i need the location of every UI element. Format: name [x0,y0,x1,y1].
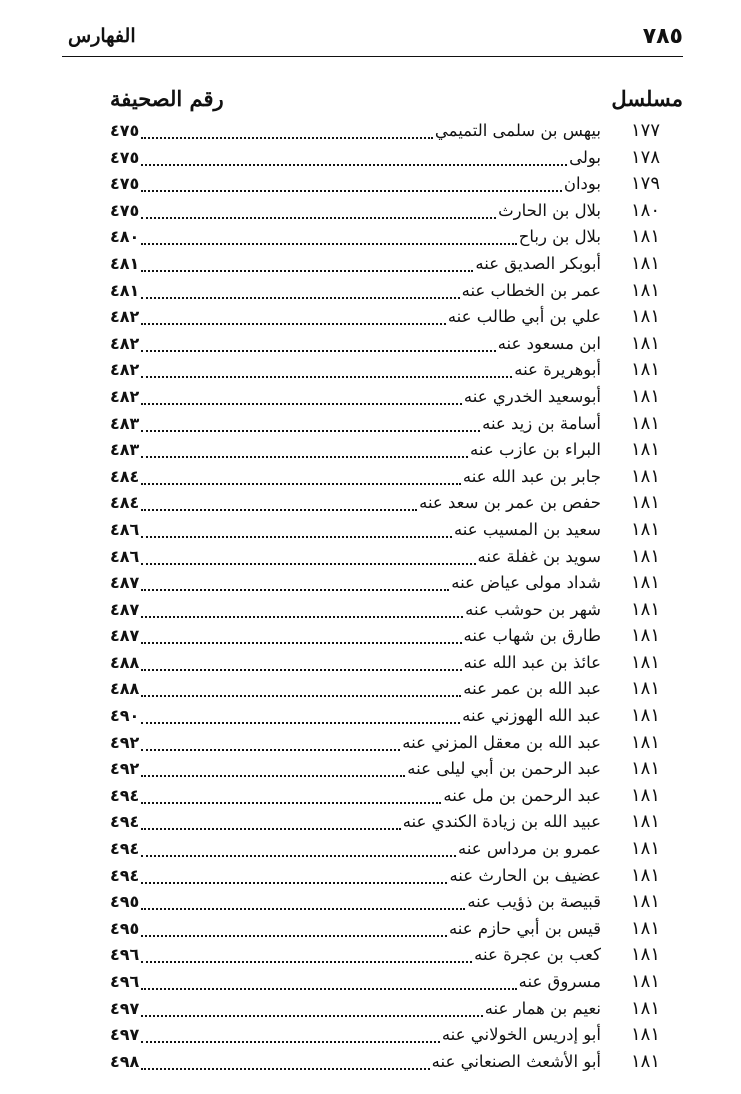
serial-column-header: مسلسل [611,86,683,111]
entry-line [110,171,601,197]
dot-leader [141,509,417,511]
entry-line [110,676,601,702]
entry-name: عبيد الله بن زيادة الكندي عنه [402,812,601,832]
entry-line [110,118,601,144]
entry-line [110,996,601,1022]
list-item [0,145,741,172]
serial-number: ١٨١ [631,385,661,407]
list-item [0,411,741,438]
list-item [0,942,741,969]
serial-number: ١٨١ [631,1024,661,1046]
entry-line [110,517,601,543]
entry-name: بولى [569,147,601,167]
dot-leader [141,722,460,724]
entry-page-number: ٤٩٥ [110,918,140,938]
list-item [0,251,741,278]
entry-name: قبيصة بن ذؤيب عنه [467,892,601,912]
entry-name: حفص بن عمر بن سعد عنه [419,493,601,513]
entry-line [110,570,601,596]
list-item [0,756,741,783]
dot-leader [141,935,447,937]
entry-page-number: ٤٨٠ [110,227,140,247]
entry-name: جابر بن عبد الله عنه [462,466,601,486]
entry-name: عبد الله الهوزني عنه [462,706,601,726]
entry-page-number: ٤٨٢ [110,386,140,406]
list-item [0,278,741,305]
dot-leader [141,1041,440,1043]
entry-line [110,331,601,357]
entry-line [110,437,601,463]
serial-number: ١٨١ [631,864,661,886]
entry-name: أبوبكر الصديق عنه [475,253,601,273]
entry-name: علي بن أبي طالب عنه [447,307,601,327]
entry-page-number: ٤٨٢ [110,360,140,380]
entry-name: عبد الله بن معقل المزني عنه [402,732,601,752]
entry-name: كعب بن عجرة عنه [474,945,601,965]
entry-page-number: ٤٨٨ [110,652,140,672]
index-list [0,118,741,1075]
page-column-header: رقم الصحيفة [110,86,224,111]
entry-name: عضيف بن الحارث عنه [449,865,601,885]
entry-name: مسروق عنه [518,972,601,991]
dot-leader [141,217,496,219]
entry-page-number: ٤٧٥ [110,174,140,194]
serial-number: ١٨١ [631,838,661,860]
entry-page-number: ٤٩٦ [110,945,140,965]
serial-number: ١٨١ [631,971,661,992]
list-item [0,171,741,198]
dot-leader [141,1068,429,1070]
entry-line [110,836,601,862]
dot-leader [141,775,405,777]
entry-page-number: ٤٨٤ [110,493,140,513]
entry-page-number: ٤٨٨ [110,679,140,699]
dot-leader [141,376,512,378]
entry-name: عبد الرحمن بن مل عنه [443,785,601,805]
list-item [0,357,741,384]
serial-number: ١٧٨ [631,146,661,168]
entry-page-number: ٤٨٧ [110,626,140,646]
serial-number: ١٨١ [631,252,661,274]
entry-line [110,464,601,490]
serial-number: ١٨١ [631,891,661,913]
list-item [0,464,741,491]
dot-leader [141,589,449,591]
entry-page-number: ٤٩٠ [110,706,140,726]
entry-name: أبوسعيد الخدري عنه [463,386,601,406]
list-item [0,863,741,890]
serial-number: ١٨١ [631,545,661,567]
list-item [0,1022,741,1049]
serial-number: ١٨١ [631,598,661,620]
entry-line [110,357,601,383]
entry-page-number: ٤٨٦ [110,519,140,539]
entry-page-number: ٤٧٥ [110,200,140,220]
dot-leader [141,536,452,538]
dot-leader [141,642,461,644]
entry-line [110,863,601,889]
dot-leader [141,350,495,352]
dot-leader [141,669,461,671]
page-header [62,22,683,57]
entry-line [110,224,601,250]
serial-number: ١٨١ [631,279,661,301]
entry-page-number: ٤٨١ [110,253,140,273]
entry-page-number: ٤٨٢ [110,333,140,353]
serial-number: ١٨١ [631,705,661,727]
list-item [0,650,741,677]
entry-line [110,304,601,330]
entry-name: أبوهريرة عنه [514,360,601,380]
entry-line [110,809,601,835]
serial-number: ١٨١ [631,731,661,753]
dot-leader [141,908,465,910]
dot-leader [141,483,461,485]
dot-leader [141,403,462,405]
list-item [0,889,741,916]
entry-line [110,730,601,756]
entry-page-number: ٤٩٧ [110,998,140,1018]
entry-name: بيهس بن سلمى التميمي [434,121,601,140]
entry-line [110,916,601,942]
dot-leader [141,616,463,618]
entry-line [110,251,601,277]
list-item [0,623,741,650]
list-item [0,198,741,225]
entry-line [110,756,601,782]
entry-line [110,623,601,649]
serial-number: ١٨١ [631,811,661,833]
dot-leader [141,270,473,272]
serial-number: ١٨١ [631,518,661,540]
list-item [0,224,741,251]
entry-page-number: ٤٩٢ [110,759,140,779]
serial-number: ١٨١ [631,651,661,673]
dot-leader [141,695,461,697]
dot-leader [141,297,459,299]
serial-number: ١٨١ [631,572,661,594]
entry-name: طارق بن شهاب عنه [463,626,601,646]
dot-leader [141,855,456,857]
entry-page-number: ٤٨٣ [110,413,140,433]
list-item [0,437,741,464]
dot-leader [141,1015,482,1017]
dot-leader [141,456,468,458]
serial-number: ١٨١ [631,1050,661,1072]
entry-page-number: ٤٨٧ [110,573,140,593]
entry-name: شهر بن حوشب عنه [465,599,601,619]
entry-page-number: ٤٧٥ [110,121,140,140]
list-item [0,783,741,810]
entry-page-number: ٤٩٤ [110,839,140,859]
dot-leader [141,802,441,804]
entry-page-number: ٤٨٤ [110,466,140,486]
entry-name: بودان [563,174,601,194]
column-headers [62,86,683,116]
serial-number: ١٨١ [631,439,661,461]
entry-name: بلال بن الحارث [498,200,601,220]
entry-name: عبد الله بن عمر عنه [463,679,601,699]
entry-name: سويد بن غفلة عنه [477,546,601,566]
dot-leader [141,323,446,325]
entry-name: عمرو بن مرداس عنه [457,839,601,859]
serial-number: ١٨١ [631,917,661,939]
list-item [0,969,741,996]
serial-number: ١٧٩ [631,173,661,195]
dot-leader [141,988,516,990]
entry-line [110,650,601,676]
entry-page-number: ٤٩٦ [110,972,140,991]
entry-name: شداد مولى عياض عنه [451,573,601,593]
entry-page-number: ٤٩٢ [110,732,140,752]
entry-line [110,703,601,729]
dot-leader [141,749,400,751]
dot-leader [141,137,433,139]
page-number: ٧٨٥ [642,24,683,49]
entry-page-number: ٤٩٤ [110,812,140,832]
list-item [0,1049,741,1076]
serial-number: ١٨١ [631,465,661,487]
entry-page-number: ٤٩٤ [110,785,140,805]
entry-page-number: ٤٨٣ [110,440,140,460]
entry-line [110,1049,601,1075]
list-item [0,544,741,571]
entry-line [110,278,601,304]
entry-name: عبد الرحمن بن أبي ليلى عنه [407,759,601,779]
serial-number: ١٨١ [631,226,661,248]
dot-leader [141,190,562,192]
entry-page-number: ٤٩٤ [110,865,140,885]
list-item [0,597,741,624]
list-item [0,304,741,331]
entry-line [110,198,601,224]
entry-name: عائذ بن عبد الله عنه [463,652,601,672]
entry-page-number: ٤٨٦ [110,546,140,566]
serial-number: ١٨١ [631,412,661,434]
entry-name: أبو إدريس الخولاني عنه [441,1025,601,1045]
dot-leader [141,961,472,963]
serial-number: ١٧٧ [631,120,661,141]
entry-line [110,384,601,410]
entry-name: بلال بن رباح [518,227,601,247]
entry-page-number: ٤٧٥ [110,147,140,167]
entry-name: أبو الأشعث الصنعاني عنه [431,1051,601,1071]
list-item [0,384,741,411]
entry-name: عمر بن الخطاب عنه [461,280,601,300]
list-item [0,703,741,730]
entry-line [110,490,601,516]
entry-line [110,969,601,995]
entry-name: سعيد بن المسيب عنه [453,519,601,539]
entry-line [110,942,601,968]
serial-number: ١٨١ [631,944,661,966]
list-item [0,490,741,517]
list-item [0,996,741,1023]
entry-page-number: ٤٨٢ [110,307,140,327]
dot-leader [141,828,400,830]
entry-page-number: ٤٨١ [110,280,140,300]
entry-name: قيس بن أبي حازم عنه [448,918,601,938]
list-item [0,730,741,757]
serial-number: ١٨١ [631,359,661,381]
entry-line [110,411,601,437]
list-item [0,570,741,597]
list-item [0,118,741,145]
entry-line [110,544,601,570]
dot-leader [141,563,475,565]
serial-number: ١٨١ [631,758,661,780]
serial-number: ١٨١ [631,997,661,1019]
list-item [0,517,741,544]
page-title: الفهارس [68,25,136,47]
dot-leader [141,882,447,884]
entry-line [110,1022,601,1048]
serial-number: ١٨١ [631,784,661,806]
entry-page-number: ٤٩٧ [110,1025,140,1045]
entry-name: أسامة بن زيد عنه [482,413,601,433]
list-item [0,331,741,358]
list-item [0,836,741,863]
list-item [0,676,741,703]
entry-name: ابن مسعود عنه [497,333,601,353]
entry-line [110,783,601,809]
serial-number: ١٨١ [631,492,661,514]
serial-number: ١٨١ [631,678,661,700]
serial-number: ١٨١ [631,332,661,354]
serial-number: ١٨٠ [631,199,661,221]
entry-page-number: ٤٩٨ [110,1051,140,1071]
list-item [0,809,741,836]
dot-leader [141,243,516,245]
serial-number: ١٨١ [631,625,661,647]
entry-line [110,597,601,623]
entry-page-number: ٤٩٥ [110,892,140,912]
entry-line [110,145,601,171]
dot-leader [141,164,567,166]
entry-line [110,889,601,915]
entry-page-number: ٤٨٧ [110,599,140,619]
dot-leader [141,430,480,432]
entry-name: نعيم بن همار عنه [484,998,601,1018]
serial-number: ١٨١ [631,306,661,328]
list-item [0,916,741,943]
entry-name: البراء بن عازب عنه [470,440,601,460]
